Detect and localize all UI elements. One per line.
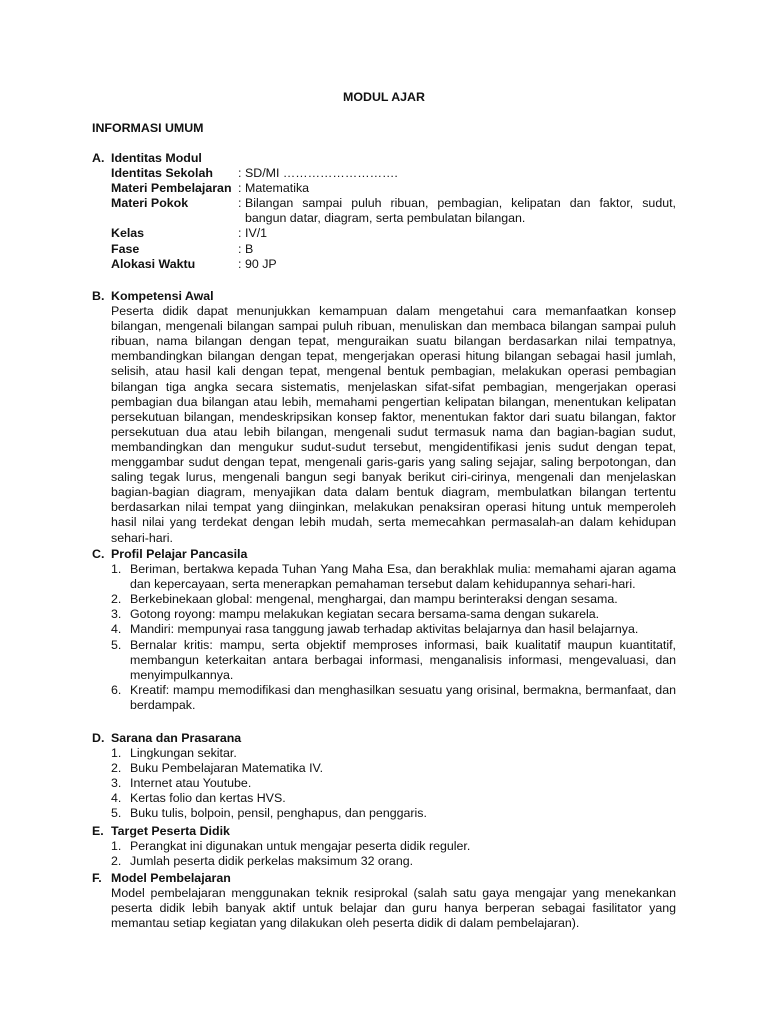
- list-number: 4.: [111, 622, 122, 637]
- identity-label: Alokasi Waktu: [111, 256, 196, 271]
- identity-value: 90 JP: [245, 256, 277, 271]
- list-item: [92, 791, 676, 806]
- list-item-text: Berkebinekaan global: mengenal, menghargai, dan mampu berinteraksi dengan sesama.: [130, 592, 618, 607]
- list-item: [92, 683, 676, 713]
- section-letter: A.: [92, 151, 105, 165]
- identity-row-materi-pembelajaran: [92, 181, 676, 196]
- section-letter: B.: [92, 289, 105, 303]
- kompetensi-awal-text: Peserta didik dapat menunjukkan kemampuan dalam mengetahui cara memanfaatkan konsep bilangan, mengenali bilangan sampai puluh ribuan, menuliskan dan membaca bilangan sampai puluh ribuan, nama bilangan dengan tepat, menguraikan suatu bilangan berdasarkan nilai tempatnya, membandingkan bilangan dengan tepat, mengerjakan operasi hitung bilangan sebagai hasil jumlah, selisih, atau hasil kali dengan tepat, mengenal bentuk pembagian, melakukan operasi pembagian bilangan tiga angka secara sistematis, menjelaskan sifat-sifat pembagian, mengerjakan operasi pembagian dua bilangan atau lebih, memahami pengertian kelipatan bilangan, menentukan kelipatan persekutuan bilangan, mendeskripsikan konsep faktor, menentukan faktor dari suatu bilangan, faktor persekutuan dua atau lebih bilangan, mengenali sudut termasuk nama dan bagian-bagian sudut, membandingkan dan mengukur sudut-sudut tersebut, mengidentifikasi jenis sudut dengan tepat, menggambar sudut dengan tepat, mengenali garis-garis yang saling sejajar, saling berpotongan, dan saling tegak lurus, mengenali bangun segi banyak berikut ciri-cirinya, mengenali dan menjelaskan bagian-bagian diagram, menyajikan data dalam bentuk diagram, membulatkan bilangan tertentu berdasarkan nilai tempat yang diinginkan, melakukan penaksiran operasi hitung untuk memperoleh hasil nilai yang terdekat dengan lebih mudah, serta memecahkan permasalah-an dalam kehidupan sehari-hari.: [111, 304, 676, 545]
- list-item: [92, 839, 676, 854]
- list-number: 2.: [111, 761, 122, 776]
- section-target-peserta-didik: [92, 824, 676, 869]
- identity-value: B: [245, 241, 254, 256]
- section-title: Identitas Modul: [111, 151, 202, 165]
- section-kompetensi-awal: [92, 289, 676, 546]
- target-list: [92, 839, 676, 869]
- section-title: Target Peserta Didik: [111, 824, 230, 838]
- identity-colon: :: [238, 166, 242, 181]
- section-identitas-modul: [92, 151, 676, 272]
- identity-label: Materi Pokok: [111, 196, 189, 211]
- section-title: Sarana dan Prasarana: [111, 731, 242, 745]
- list-item-text: Bernalar kritis: mampu, serta objektif memproses informasi, baik kualitatif maupun kuantitatif, membangun keterkaitan antara berbagai informasi, menganalisis informasi, mengevaluasi, dan menyimpulkannya.: [130, 637, 676, 682]
- section-heading: [92, 824, 676, 839]
- section-title: Model Pembelajaran: [111, 871, 231, 885]
- list-item-text: Gotong royong: mampu melakukan kegiatan secara bersama-sama dengan sukarela.: [130, 607, 600, 622]
- model-pembelajaran-text: Model pembelajaran menggunakan teknik resiprokal (salah satu gaya mengajar yang menekankan peserta didik lebih banyak aktif untuk belajar dan guru hanya berperan sebagai fasilitator yang memantau setiap kegiatan yang dilakukan oleh peserta didik di dalam pembelajaran).: [111, 886, 676, 931]
- list-item: [92, 562, 676, 592]
- identity-colon: :: [238, 196, 242, 211]
- section-heading: [92, 547, 676, 562]
- identity-value: IV/1: [245, 226, 268, 241]
- list-item-text: Kertas folio dan kertas HVS.: [130, 791, 286, 806]
- section-letter: D.: [92, 731, 105, 745]
- identity-value: Bilangan sampai puluh ribuan, pembagian, kelipatan dan faktor, sudut, bangun datar, diagram, serta pembulatan bilangan.: [245, 196, 676, 226]
- sarana-list: [92, 746, 676, 821]
- section-model-pembelajaran: [92, 871, 676, 931]
- list-item-text: Buku tulis, bolpoin, pensil, penghapus, dan penggaris.: [130, 806, 427, 821]
- list-number: 3.: [111, 607, 122, 622]
- identity-row-sekolah: [92, 166, 676, 181]
- list-item: [92, 776, 676, 791]
- list-item-text: Beriman, bertakwa kepada Tuhan Yang Maha Esa, dan berakhlak mulia: memahami ajaran agama dan kepercayaan, serta menerapkan pemahaman tersebut dalam kehidupannya sehari-hari.: [130, 562, 676, 592]
- section-title: Profil Pelajar Pancasila: [111, 547, 248, 561]
- section-profil-pelajar-pancasila: [92, 547, 676, 713]
- identity-value: SD/MI ……………………….: [245, 166, 398, 181]
- list-number: 2.: [111, 854, 122, 869]
- list-item: [92, 607, 676, 622]
- list-item: [92, 854, 676, 869]
- identity-colon: :: [238, 256, 242, 271]
- section-heading: [92, 151, 676, 166]
- list-number: 5.: [111, 806, 122, 821]
- list-item-text: Buku Pembelajaran Matematika IV.: [130, 761, 324, 776]
- identity-row-materi-pokok: [92, 196, 676, 226]
- list-item: [92, 592, 676, 607]
- list-number: 5.: [111, 637, 122, 652]
- identity-value: Matematika: [245, 181, 310, 196]
- list-item: [92, 806, 676, 821]
- identity-row-kelas: [92, 226, 676, 241]
- section-title: Kompetensi Awal: [111, 289, 214, 303]
- identity-row-alokasi-waktu: [92, 257, 676, 272]
- profil-list: [92, 562, 676, 713]
- list-item-text: Lingkungan sekitar.: [130, 746, 237, 761]
- section-letter: C.: [92, 547, 105, 561]
- identity-label: Kelas: [111, 226, 145, 241]
- list-item: [92, 638, 676, 683]
- section-heading: [92, 731, 676, 746]
- list-item: [92, 746, 676, 761]
- list-item: [92, 761, 676, 776]
- section-sarana-prasarana: [92, 731, 676, 822]
- list-item-text: Mandiri: mempunyai rasa tanggung jawab terhadap aktivitas belajarnya dan hasil belajarnya.: [130, 622, 639, 637]
- list-item: [92, 622, 676, 637]
- identity-colon: :: [238, 181, 242, 196]
- document-title: MODUL AJAR: [343, 90, 425, 104]
- list-number: 1.: [111, 746, 122, 761]
- section-letter: E.: [92, 824, 104, 838]
- identity-label: Identitas Sekolah: [111, 166, 213, 181]
- list-item-text: Perangkat ini digunakan untuk mengajar peserta didik reguler.: [130, 839, 471, 854]
- list-number: 1.: [111, 839, 122, 854]
- list-item-text: Jumlah peserta didik perkelas maksimum 32 orang.: [130, 854, 414, 869]
- section-heading-informasi-umum: INFORMASI UMUM: [92, 121, 204, 135]
- identity-row-fase: [92, 242, 676, 257]
- list-number: 4.: [111, 791, 122, 806]
- list-number: 6.: [111, 682, 122, 697]
- identity-colon: :: [238, 241, 242, 256]
- section-heading: [92, 871, 676, 886]
- list-number: 2.: [111, 592, 122, 607]
- list-number: 1.: [111, 562, 122, 577]
- list-number: 3.: [111, 776, 122, 791]
- identity-colon: :: [238, 226, 242, 241]
- identity-label: Materi Pembelajaran: [111, 181, 232, 196]
- list-item-text: Kreatif: mampu memodifikasi dan menghasilkan sesuatu yang orisinal, bermakna, bermanfaat, dan berdampak.: [130, 682, 676, 712]
- list-item-text: Internet atau Youtube.: [130, 776, 252, 791]
- section-heading: [92, 289, 676, 304]
- section-letter: F.: [92, 871, 102, 885]
- identity-label: Fase: [111, 241, 140, 256]
